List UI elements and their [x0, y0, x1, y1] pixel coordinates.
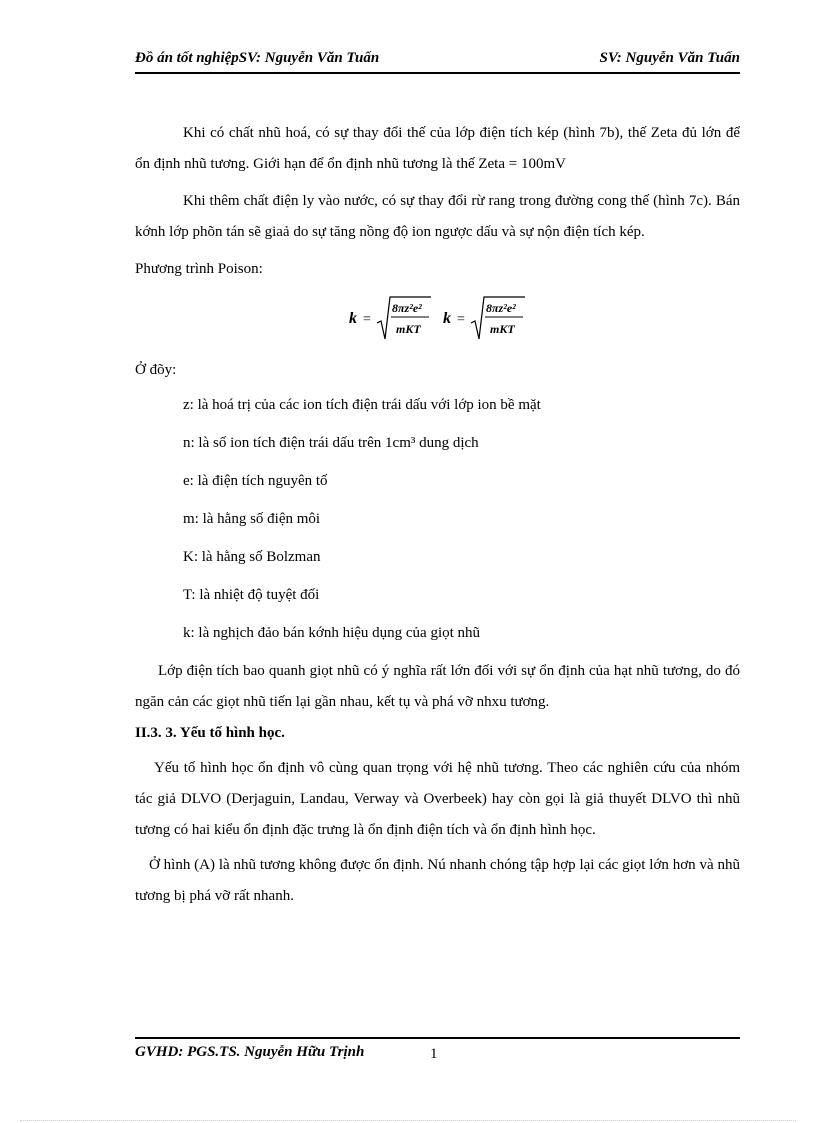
definition-item: T: là nhiệt độ tuyệt đối: [183, 587, 320, 603]
header-left-text: Đồ án tốt nghiệpSV: Nguyễn Văn Tuấn: [135, 50, 380, 66]
formula-numerator-1: 8πz²e²: [392, 301, 422, 315]
definition-item: e: là điện tích nguyên tố: [183, 473, 328, 489]
paragraph-electrolyte: Khi thêm chất điện ly vào nước, có sự thay đổi rừ rang trong đường cong thế (hình 7c). Bán kớnh lớp phõn tán sẽ giaả do sự tăng nồng độ ion ngược dấu và sự nộn điện tích kép.: [135, 193, 740, 240]
paragraph-poison: Phương trình Poison:: [135, 261, 263, 277]
paragraph-where: Ở đõy:: [135, 362, 177, 378]
definition-item: n: là số ion tích điện trái dấu trên 1cm³ dung dịch: [183, 435, 479, 451]
formula-denominator-2: mKT: [490, 322, 515, 336]
paragraph-charge-layer: Lớp điện tích bao quanh giọt nhũ có ý nghĩa rất lớn đối với sự ổn định của hạt nhũ tương, do đó ngăn cản các giọt nhũ tiến lại gần nhau, kết tụ và phá vỡ nhxu tương.: [135, 663, 740, 710]
footer-supervisor: GVHD: PGS.TS. Nguyễn Hữu Trịnh: [135, 1044, 365, 1060]
document-body: [135, 118, 740, 912]
definition-item: K: là hằng số Bolzman: [183, 549, 321, 565]
page-header: [135, 50, 740, 74]
paragraph-zeta: Khi có chất nhũ hoá, có sự thay đổi thế của lớp điện tích kép (hình 7b), thế Zeta đủ lớn để ổn định nhũ tương. Giới hạn để ổn định nhũ tương là thế Zeta = 100mV: [135, 125, 740, 172]
header-right-text: SV: Nguyễn Văn Tuấn: [599, 50, 740, 66]
formula-eq-1: =: [363, 312, 371, 327]
paragraph-geometry: Yếu tố hình học ổn định vô cùng quan trọng với hệ nhũ tương. Theo các nghiên cứu của nhóm tác giả DLVO (Derjaguin, Landau, Verway và Overbeek) hay còn gọi là giả thuyết DLVO thì nhũ tương có hai kiểu ổn định đặc trưng là ổn định điện tích và ổn định hình học.: [135, 760, 740, 838]
formula-lhs-1: k: [349, 310, 357, 327]
definition-list: [135, 386, 740, 652]
page-bottom-border: [20, 1120, 796, 1121]
formula-denominator-1: mKT: [396, 322, 421, 336]
formula-eq-2: =: [457, 312, 465, 327]
poisson-formula: [135, 285, 740, 355]
page-number: 1: [430, 1046, 438, 1062]
paragraph-figure-a: Ở hình (A) là nhũ tương không được ổn định. Nú nhanh chóng tập hợp lại các giọt lớn hơn và nhũ tương bị phá vỡ rất nhanh.: [135, 857, 740, 904]
definition-item: z: là hoá trị của các ion tích điện trái dấu với lớp ion bề mặt: [183, 397, 541, 413]
definition-item: m: là hằng số điện môi: [183, 511, 321, 527]
definition-item: k: là nghịch đảo bán kớnh hiệu dụng của giọt nhũ: [183, 625, 481, 641]
formula-numerator-2: 8πz²e²: [486, 301, 516, 315]
footer-rule: [135, 1037, 740, 1039]
formula-lhs-2: k: [443, 310, 451, 327]
formula-svg: [347, 293, 607, 343]
section-heading: II.3. 3. Yếu tố hình học.: [135, 725, 285, 741]
